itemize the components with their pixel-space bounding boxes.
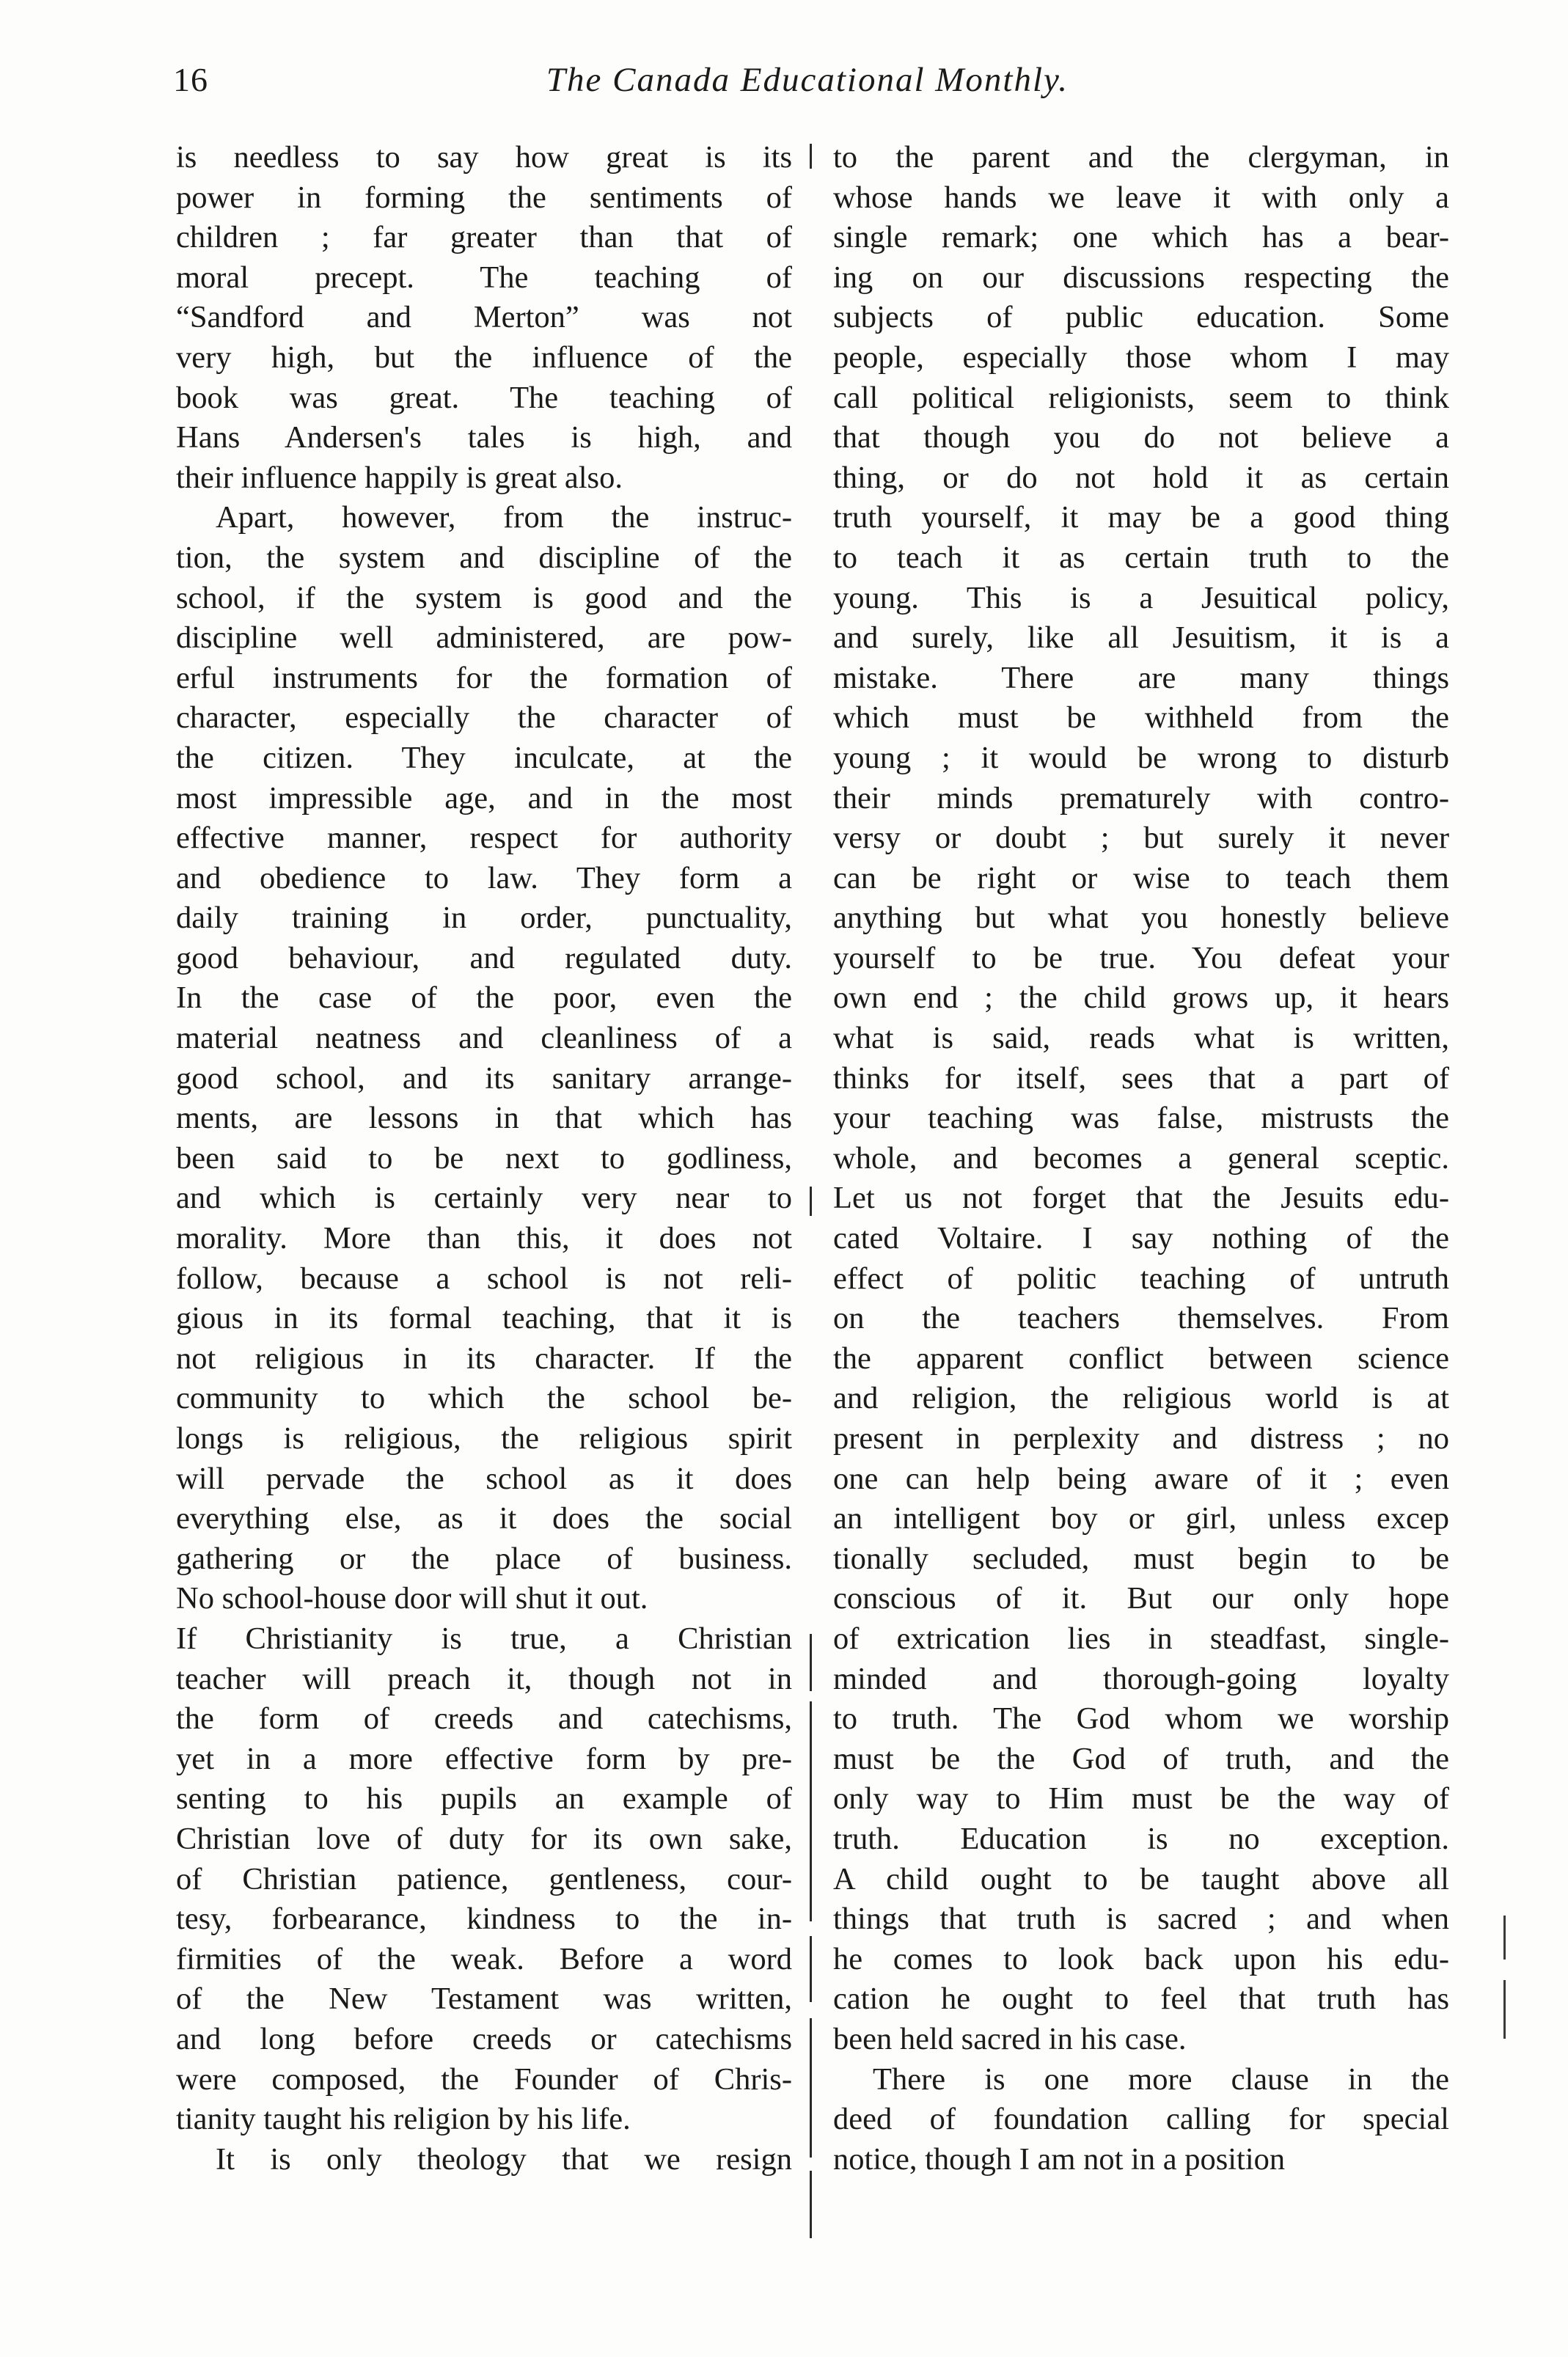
text-line: been held sacred in his case. (833, 2021, 1187, 2056)
text-line: Let us not forget that the Jesuits edu- (833, 1181, 1449, 1216)
gutter-rule (810, 1936, 812, 2002)
text-line: an intelligent boy or girl, unless excep (833, 1501, 1449, 1536)
text-line: material neatness and cleanliness of a (176, 1021, 792, 1056)
text-line: the apparent conflict between science (833, 1341, 1449, 1376)
text-line: tionally secluded, must begin to be (833, 1541, 1449, 1576)
text-line: conscious of it. But our only hope (833, 1581, 1449, 1616)
text-line: he comes to look back upon his edu- (833, 1941, 1449, 1976)
text-line: A child ought to be taught above all (833, 1861, 1449, 1896)
text-line: Apart, however, from the instruc- (216, 500, 792, 535)
text-line: versy or doubt ; but surely it never (833, 821, 1449, 856)
text-line: minded and thorough-going loyalty (833, 1661, 1449, 1696)
text-line: whose hands we leave it with only a (833, 180, 1449, 215)
text-line: mistake. There are many things (833, 660, 1449, 695)
text-line: truth yourself, it may be a good thing (833, 500, 1449, 535)
text-line: It is only theology that we resign (216, 2141, 792, 2177)
text-line: young ; it would be wrong to disturb (833, 740, 1449, 775)
left-column (176, 138, 792, 2180)
text-line: yourself to be true. You defeat your (833, 940, 1449, 975)
text-line: moral precept. The teaching of (176, 260, 792, 295)
text-line: subjects of public education. Some (833, 300, 1449, 335)
text-line: tesy, forbearance, kindness to the in- (176, 1902, 792, 1937)
text-line: character, especially the character of (176, 700, 792, 736)
text-line: been said to be next to godliness, (176, 1140, 792, 1176)
text-line: on the teachers themselves. From (833, 1301, 1449, 1336)
text-line: There is one more clause in the (873, 2061, 1449, 2097)
text-line: erful instruments for the formation of (176, 660, 792, 695)
text-line: good school, and its sanitary arrange- (176, 1060, 792, 1096)
page-number: 16 (173, 61, 208, 98)
text-line: ments, are lessons in that which has (176, 1101, 792, 1136)
text-line: everything else, as it does the social (176, 1501, 792, 1536)
text-line: own end ; the child grows up, it hears (833, 980, 1449, 1016)
text-line: If Christianity is true, a Christian (176, 1621, 792, 1656)
text-line: to teach it as certain truth to the (833, 540, 1449, 575)
text-line: their minds prematurely with contro- (833, 780, 1449, 815)
gutter-rule (810, 2171, 812, 2238)
text-line: gathering or the place of business. (176, 1541, 792, 1576)
text-line: is needless to say how great is its (176, 140, 792, 175)
text-line: cation he ought to feel that truth has (833, 1982, 1449, 2017)
text-line: to the parent and the clergyman, in (833, 140, 1449, 175)
text-line: present in perplexity and distress ; no (833, 1421, 1449, 1456)
gutter-rule (810, 1701, 812, 1921)
text-line: “Sandford and Merton” was not (176, 300, 792, 335)
text-line: book was great. The teaching of (176, 380, 792, 415)
text-line: whole, and becomes a general sceptic. (833, 1140, 1449, 1176)
text-line: tianity taught his religion by his life. (176, 2102, 631, 2137)
text-line: firmities of the weak. Before a word (176, 1941, 792, 1976)
text-line: very high, but the influence of the (176, 340, 792, 375)
text-line: one can help being aware of it ; even (833, 1461, 1449, 1496)
text-line: Christian love of duty for its own sake, (176, 1821, 792, 1856)
edge-mark (1503, 1916, 1506, 1960)
text-line: morality. More than this, it does not (176, 1221, 792, 1256)
text-line: discipline well administered, are pow- (176, 620, 792, 656)
gutter-rule (810, 1187, 812, 1216)
text-line: what is said, reads what is written, (833, 1021, 1449, 1056)
text-line: and which is certainly very near to (176, 1181, 792, 1216)
text-line: gious in its formal teaching, that it is (176, 1301, 792, 1336)
text-line: Hans Andersen's tales is high, and (176, 420, 792, 455)
text-line: and surely, like all Jesuitism, it is a (833, 620, 1449, 656)
text-line: school, if the system is good and the (176, 580, 792, 615)
text-line: and obedience to law. They form a (176, 860, 792, 895)
text-line: and religion, the religious world is at (833, 1381, 1449, 1416)
text-line: not religious in its character. If the (176, 1341, 792, 1376)
text-line: which must be withheld from the (833, 700, 1449, 736)
text-line: their influence happily is great also. (176, 460, 623, 495)
text-line: children ; far greater than that of (176, 220, 792, 255)
gutter-rule (810, 1634, 812, 1691)
text-line: power in forming the sentiments of (176, 180, 792, 215)
text-line: will pervade the school as it does (176, 1461, 792, 1496)
text-line: cated Voltaire. I say nothing of the (833, 1221, 1449, 1256)
text-line: effective manner, respect for authority (176, 821, 792, 856)
text-line: teacher will preach it, though not in (176, 1661, 792, 1696)
text-line: the form of creeds and catechisms, (176, 1701, 792, 1737)
text-line: were composed, the Founder of Chris- (176, 2061, 792, 2097)
text-line: community to which the school be- (176, 1381, 792, 1416)
text-line: that though you do not believe a (833, 420, 1449, 455)
text-line: of extrication lies in steadfast, single- (833, 1621, 1449, 1656)
text-line: single remark; one which has a bear- (833, 220, 1449, 255)
right-column (833, 138, 1449, 2180)
text-line: can be right or wise to teach them (833, 860, 1449, 895)
text-line: and long before creeds or catechisms (176, 2021, 792, 2056)
text-line: follow, because a school is not reli- (176, 1261, 792, 1296)
text-line: things that truth is sacred ; and when (833, 1902, 1449, 1937)
text-line: deed of foundation calling for special (833, 2102, 1449, 2137)
text-line: effect of politic teaching of untruth (833, 1261, 1449, 1296)
text-line: No school-house door will shut it out. (176, 1581, 648, 1616)
text-line: ing on our discussions respecting the (833, 260, 1449, 295)
gutter-rule (810, 2018, 812, 2158)
text-line: to truth. The God whom we worship (833, 1701, 1449, 1737)
text-line: young. This is a Jesuitical policy, (833, 580, 1449, 615)
running-head (173, 60, 1442, 119)
text-line: must be the God of truth, and the (833, 1741, 1449, 1776)
text-line: good behaviour, and regulated duty. (176, 940, 792, 975)
text-line: call political religionists, seem to think (833, 380, 1449, 415)
text-line: yet in a more effective form by pre- (176, 1741, 792, 1776)
text-line: anything but what you honestly believe (833, 901, 1449, 936)
text-line: the citizen. They inculcate, at the (176, 740, 792, 775)
gutter-rule (810, 144, 812, 169)
text-line: thinks for itself, sees that a part of (833, 1060, 1449, 1096)
text-line: daily training in order, punctuality, (176, 901, 792, 936)
text-line: notice, though I am not in a position (833, 2141, 1286, 2177)
text-line: most impressible age, and in the most (176, 780, 792, 815)
text-line: longs is religious, the religious spirit (176, 1421, 792, 1456)
text-line: only way to Him must be the way of (833, 1781, 1449, 1817)
text-line: senting to his pupils an example of (176, 1781, 792, 1817)
text-line: thing, or do not hold it as certain (833, 460, 1449, 495)
journal-title: The Canada Educational Monthly. (546, 61, 1069, 99)
text-line: your teaching was false, mistrusts the (833, 1101, 1449, 1136)
text-line: tion, the system and discipline of the (176, 540, 792, 575)
text-line: In the case of the poor, even the (176, 980, 792, 1016)
edge-mark (1503, 1980, 1506, 2039)
text-line: truth. Education is no exception. (833, 1821, 1449, 1856)
text-line: of the New Testament was written, (176, 1982, 792, 2017)
text-line: people, especially those whom I may (833, 340, 1449, 375)
text-line: of Christian patience, gentleness, cour- (176, 1861, 792, 1896)
